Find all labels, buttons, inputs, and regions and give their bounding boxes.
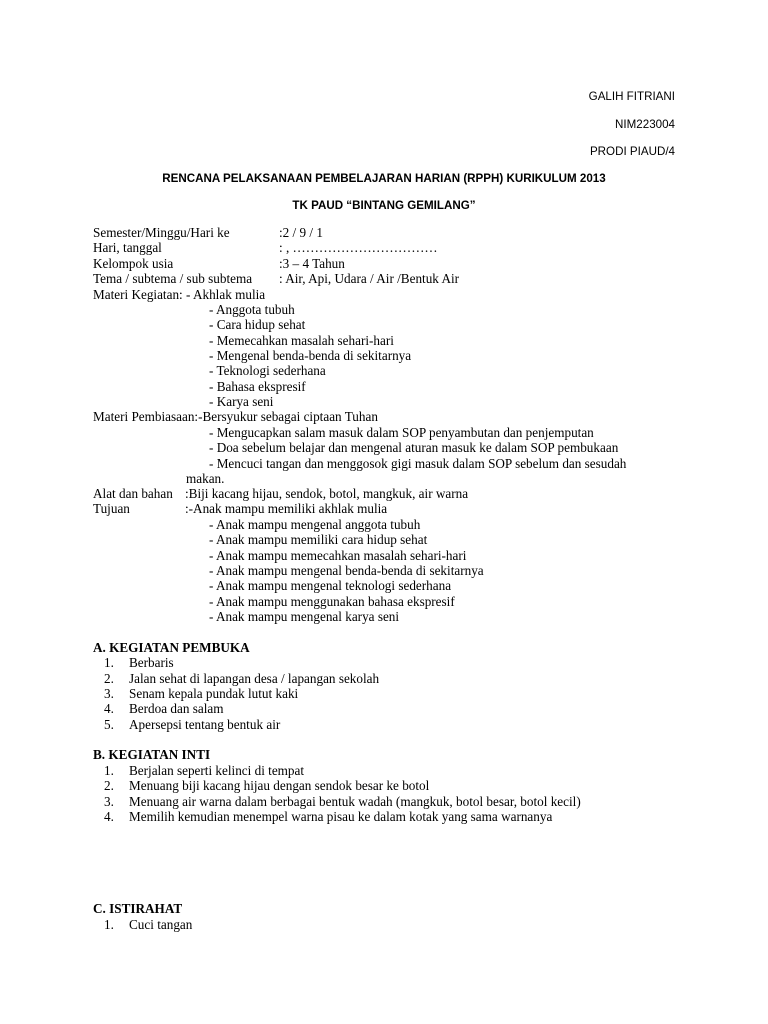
list-item xyxy=(104,809,552,824)
list-text: Senam kepala pundak lutut kaki xyxy=(129,686,299,701)
list-text: Jalan sehat di lapangan desa / lapangan sekolah xyxy=(129,671,380,686)
list-text: Memilih kemudian menempel warna pisau ke dalam kotak yang sama warnanya xyxy=(129,809,553,824)
list-text: Apersepsi tentang bentuk air xyxy=(129,717,281,732)
list-text: Berbaris xyxy=(129,655,174,670)
list-number: 1. xyxy=(104,917,114,932)
list-text: Menuang biji kacang hijau dengan sendok besar ke botol xyxy=(129,778,430,793)
materi-kegiatan-item: - Mengenal benda-benda di sekitarnya xyxy=(209,348,412,363)
document-title: RENCANA PELAKSANAAN PEMBELAJARAN HARIAN (RPPH) KURIKULUM 2013 xyxy=(162,172,606,185)
list-item xyxy=(104,794,581,809)
list-item xyxy=(104,778,429,793)
list-text: Cuci tangan xyxy=(129,917,193,932)
list-number: 4. xyxy=(104,701,114,716)
list-number: 2. xyxy=(104,778,114,793)
kelompok-value: :3 – 4 Tahun xyxy=(279,256,345,271)
tujuan-value: :-Anak mampu memiliki akhlak mulia xyxy=(185,501,388,516)
materi-kegiatan-item: - Karya seni xyxy=(209,394,274,409)
materi-pembiasaan-first: Materi Pembiasaan:-Bersyukur sebagai ciptaan Tuhan xyxy=(93,409,378,424)
tujuan-label: Tujuan xyxy=(93,501,130,516)
materi-pembiasaan-wrap: makan. xyxy=(186,471,225,486)
alat-label: Alat dan bahan xyxy=(93,486,173,501)
tema-label: Tema / subtema / sub subtema xyxy=(93,271,253,286)
hari-value: : , …………………………… xyxy=(279,240,438,255)
tujuan-item: - Anak mampu memecahkan masalah sehari-hari xyxy=(209,548,467,563)
materi-kegiatan-first: Materi Kegiatan: - Akhlak mulia xyxy=(93,287,266,302)
list-number: 2. xyxy=(104,671,114,686)
tujuan-item: - Anak mampu mengenal teknologi sederhana xyxy=(209,578,452,593)
list-number: 3. xyxy=(104,794,114,809)
list-item xyxy=(104,671,379,686)
student-prodi: PRODI PIAUD/4 xyxy=(589,145,675,158)
list-item xyxy=(104,717,280,732)
list-item xyxy=(104,686,298,701)
semester-value: :2 / 9 / 1 xyxy=(279,225,323,240)
materi-kegiatan-item: - Anggota tubuh xyxy=(209,302,295,317)
materi-pembiasaan-item: - Doa sebelum belajar dan mengenal aturan masuk ke dalam SOP pembukaan xyxy=(209,440,619,455)
school-name: TK PAUD “BINTANG GEMILANG” xyxy=(292,199,476,212)
tujuan-item: - Anak mampu mengenal benda-benda di sekitarnya xyxy=(209,563,484,578)
list-text: Menuang air warna dalam berbagai bentuk wadah (mangkuk, botol besar, botol kecil) xyxy=(129,794,581,809)
section-c-title: C. ISTIRAHAT xyxy=(93,901,183,916)
section-a-title: A. KEGIATAN PEMBUKA xyxy=(93,640,250,655)
student-name: GALIH FITRIANI xyxy=(588,90,675,103)
semester-label: Semester/Minggu/Hari ke xyxy=(93,225,230,240)
materi-pembiasaan-item: - Mencuci tangan dan menggosok gigi masuk dalam SOP sebelum dan sesudah xyxy=(209,456,627,471)
section-b-title: B. KEGIATAN INTI xyxy=(93,747,211,762)
list-item xyxy=(104,763,304,778)
list-item xyxy=(104,655,174,670)
list-number: 5. xyxy=(104,717,114,732)
list-text: Berdoa dan salam xyxy=(129,701,224,716)
list-number: 3. xyxy=(104,686,114,701)
materi-kegiatan-item: - Bahasa ekspresif xyxy=(209,379,306,394)
alat-value: :Biji kacang hijau, sendok, botol, mangkuk, air warna xyxy=(185,486,469,501)
materi-kegiatan-item: - Teknologi sederhana xyxy=(209,363,326,378)
list-item xyxy=(104,701,223,716)
tema-value: : Air, Api, Udara / Air /Bentuk Air xyxy=(279,271,460,286)
list-text: Berjalan seperti kelinci di tempat xyxy=(129,763,305,778)
hari-label: Hari, tanggal xyxy=(93,240,162,255)
materi-kegiatan-item: - Cara hidup sehat xyxy=(209,317,306,332)
materi-kegiatan-item: - Memecahkan masalah sehari-hari xyxy=(209,333,394,348)
materi-pembiasaan-item: - Mengucapkan salam masuk dalam SOP penyambutan dan penjemputan xyxy=(209,425,594,440)
tujuan-item: - Anak mampu mengenal karya seni xyxy=(209,609,400,624)
tujuan-item: - Anak mampu mengenal anggota tubuh xyxy=(209,517,421,532)
tujuan-item: - Anak mampu memiliki cara hidup sehat xyxy=(209,532,428,547)
student-nim: NIM223004 xyxy=(615,118,675,131)
list-number: 1. xyxy=(104,655,114,670)
kelompok-label: Kelompok usia xyxy=(93,256,174,271)
list-item xyxy=(104,917,192,932)
tujuan-item: - Anak mampu menggunakan bahasa ekspresif xyxy=(209,594,455,609)
list-number: 4. xyxy=(104,809,114,824)
list-number: 1. xyxy=(104,763,114,778)
